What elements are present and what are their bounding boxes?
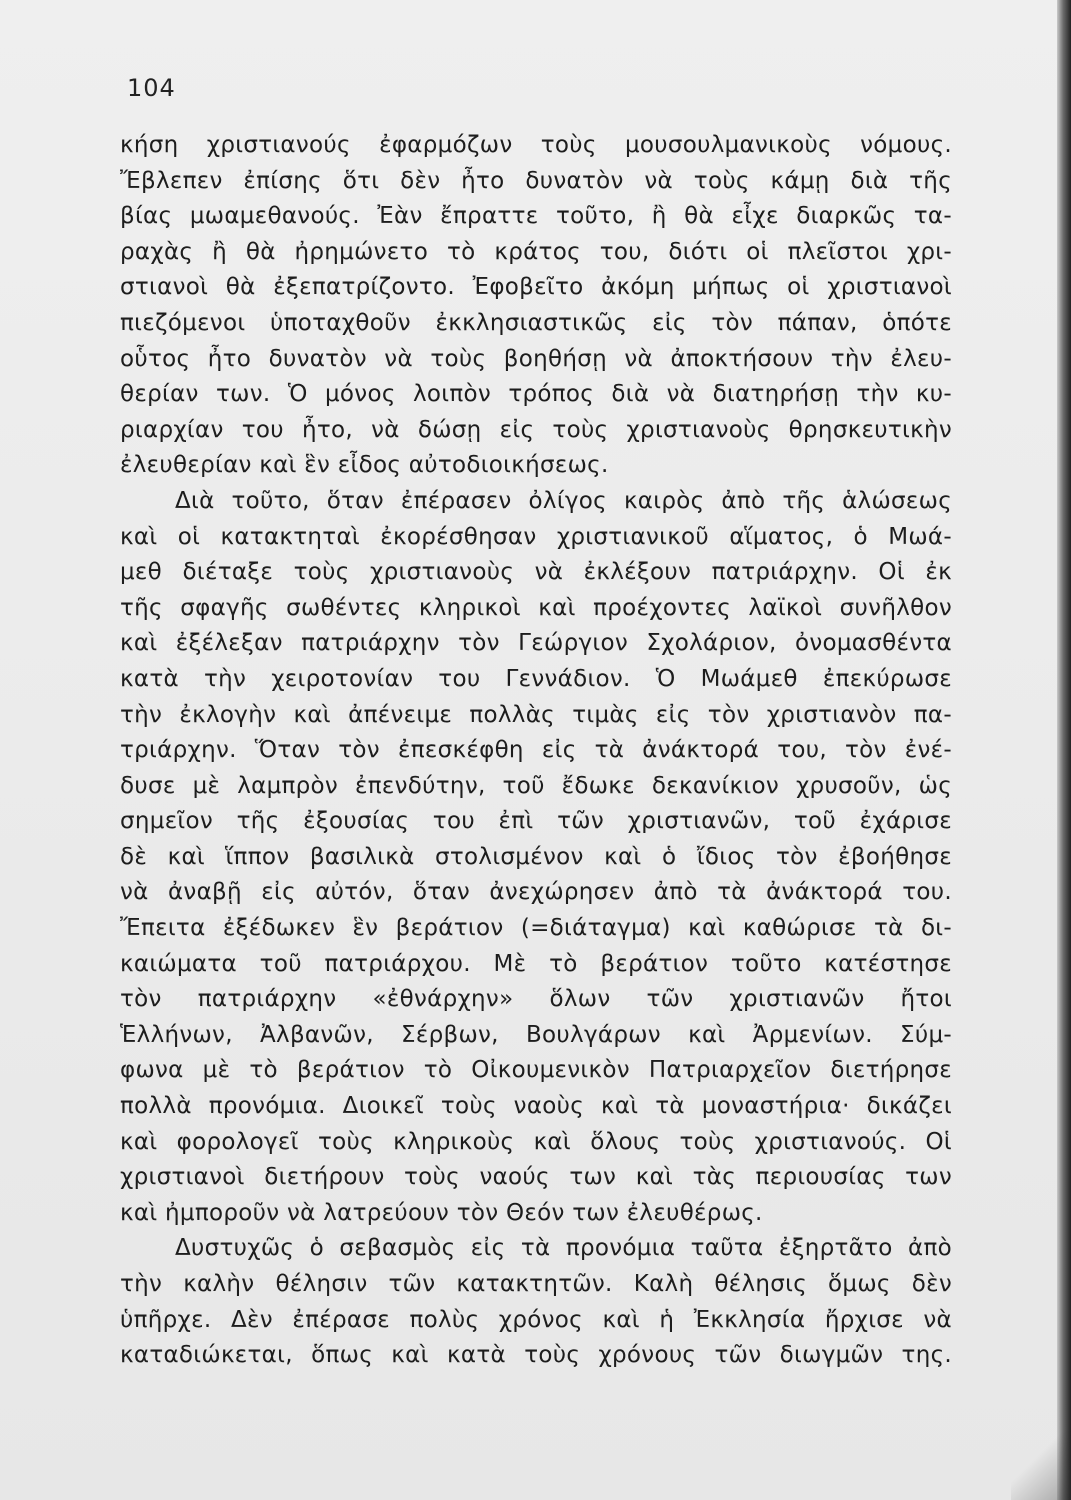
text-line: καὶ φορολογεῖ τοὺς κληρικοὺς καὶ ὅλους τοὺς χριστιανούς. Οἱ	[120, 1128, 952, 1155]
text-line: καὶ ἐξέλεξαν πατριάρχην τὸν Γεώργιον Σχολάριον, ὀνομασθέντα	[120, 630, 952, 657]
text-line: καιώματα τοῦ πατριάρχου. Μὲ τὸ βεράτιον τοῦτο κατέστησε	[120, 950, 952, 977]
text-line: βίας μωαμεθανούς. Ἐὰν ἔπραττε τοῦτο, ἢ θὰ εἶχε διαρκῶς τα-	[120, 203, 952, 230]
text-line: τὴν ἐκλογὴν καὶ ἀπένειμε πολλὰς τιμὰς εἰς τὸν χριστιανὸν πα-	[120, 701, 952, 728]
page-edge-shadow	[1057, 0, 1071, 1500]
text-line: καὶ οἱ κατακτηταὶ ἐκορέσθησαν χριστιανικοῦ αἵματος, ὁ Μωά-	[120, 523, 952, 550]
text-line: οὗτος ἦτο δυνατὸν νὰ τοὺς βοηθήσῃ νὰ ἀποκτήσουν τὴν ἐλευ-	[120, 345, 952, 372]
text-line: Ἔπειτα ἐξέδωκεν ἓν βεράτιον (=διάταγμα) καὶ καθώρισε τὰ δι-	[120, 915, 952, 942]
text-line: τὸν πατριάρχην «ἐθνάρχην» ὅλων τῶν χριστιανῶν ἤτοι	[120, 986, 952, 1013]
text-line: δυσε μὲ λαμπρὸν ἐπενδύτην, τοῦ ἔδωκε δεκανίκιον χρυσοῦν, ὡς	[120, 772, 952, 799]
text-line: ριαρχίαν του ἦτο, νὰ δώσῃ εἰς τοὺς χριστιανοὺς θρησκευτικὴν	[120, 416, 952, 443]
text-line: σημεῖον τῆς ἐξουσίας του ἐπὶ τῶν χριστιανῶν, τοῦ ἐχάρισε	[120, 808, 952, 835]
page-number: 104	[127, 74, 176, 102]
text-line: ἐλευθερίαν καὶ ἓν εἶδος αὐτοδιοικήσεως.	[120, 452, 609, 479]
text-line: ραχὰς ἢ θὰ ἠρημώνετο τὸ κράτος του, διότι οἱ πλεῖστοι χρι-	[120, 238, 952, 265]
text-line: φωνα μὲ τὸ βεράτιον τὸ Οἰκουμενικὸν Πατριαρχεῖον διετήρησε	[120, 1057, 952, 1084]
text-line: δὲ καὶ ἵππον βασιλικὰ στολισμένον καὶ ὁ ἴδιος τὸν ἐβοήθησε	[120, 843, 952, 870]
text-line: στιανοὶ θὰ ἐξεπατρίζοντο. Ἐφοβεῖτο ἀκόμη μήπως οἱ χριστιανοὶ	[120, 274, 952, 301]
text-line: χριστιανοὶ διετήρουν τοὺς ναούς των καὶ τὰς περιουσίας των	[120, 1164, 952, 1191]
text-line: καὶ ἠμποροῦν νὰ λατρεύουν τὸν Θεόν των ἐλευθέρως.	[120, 1199, 763, 1226]
text-line: Ἔβλεπεν ἐπίσης ὅτι δὲν ἦτο δυνατὸν νὰ τοὺς κάμῃ διὰ τῆς	[120, 167, 952, 194]
text-line: τῆς σφαγῆς σωθέντες κληρικοὶ καὶ προέχοντες λαϊκοὶ συνῆλθον	[120, 594, 952, 621]
text-line: κήση χριστιανούς ἐφαρμόζων τοὺς μουσουλμανικοὺς νόμους.	[120, 132, 952, 158]
text-line: καταδιώκεται, ὅπως καὶ κατὰ τοὺς χρόνους τῶν διωγμῶν της.	[120, 1342, 952, 1369]
body-text	[120, 128, 952, 1374]
text-line: Δυστυχῶς ὁ σεβασμὸς εἰς τὰ προνόμια ταῦτα ἐξηρτᾶτο ἀπὸ	[175, 1235, 952, 1262]
text-line: θερίαν των. Ὁ μόνος λοιπὸν τρόπος διὰ νὰ διατηρήσῃ τὴν κυ-	[120, 381, 952, 408]
text-line: κατὰ τὴν χειροτονίαν του Γεννάδιον. Ὁ Μωάμεθ ἐπεκύρωσε	[120, 665, 952, 692]
text-line: τριάρχην. Ὅταν τὸν ἐπεσκέφθη εἰς τὰ ἀνάκτορά του, τὸν ἐνέ-	[120, 737, 952, 764]
text-line: Διὰ τοῦτο, ὅταν ἐπέρασεν ὀλίγος καιρὸς ἀπὸ τῆς ἁλώσεως	[175, 487, 952, 514]
text-line: νὰ ἀναβῇ εἰς αὐτόν, ὅταν ἀνεχώρησεν ἀπὸ τὰ ἀνάκτορά του.	[120, 879, 952, 906]
text-line: μεθ διέταξε τοὺς χριστιανοὺς νὰ ἐκλέξουν πατριάρχην. Οἱ ἐκ	[120, 559, 952, 586]
text-line: πιεζόμενοι ὑποταχθοῦν ἐκκλησιαστικῶς εἰς τὸν πάπαν, ὁπότε	[120, 309, 952, 336]
corner-shadow	[1011, 1430, 1071, 1500]
text-line: Ἑλλήνων, Ἀλβανῶν, Σέρβων, Βουλγάρων καὶ Ἀρμενίων. Σύμ-	[120, 1021, 952, 1048]
text-line: ὑπῆρχε. Δὲν ἐπέρασε πολὺς χρόνος καὶ ἡ Ἐκκλησία ἤρχισε νὰ	[120, 1306, 952, 1333]
text-line: τὴν καλὴν θέλησιν τῶν κατακτητῶν. Καλὴ θέλησις ὅμως δὲν	[120, 1271, 952, 1297]
text-line: πολλὰ προνόμια. Διοικεῖ τοὺς ναοὺς καὶ τὰ μοναστήρια· δικάζει	[120, 1093, 952, 1120]
